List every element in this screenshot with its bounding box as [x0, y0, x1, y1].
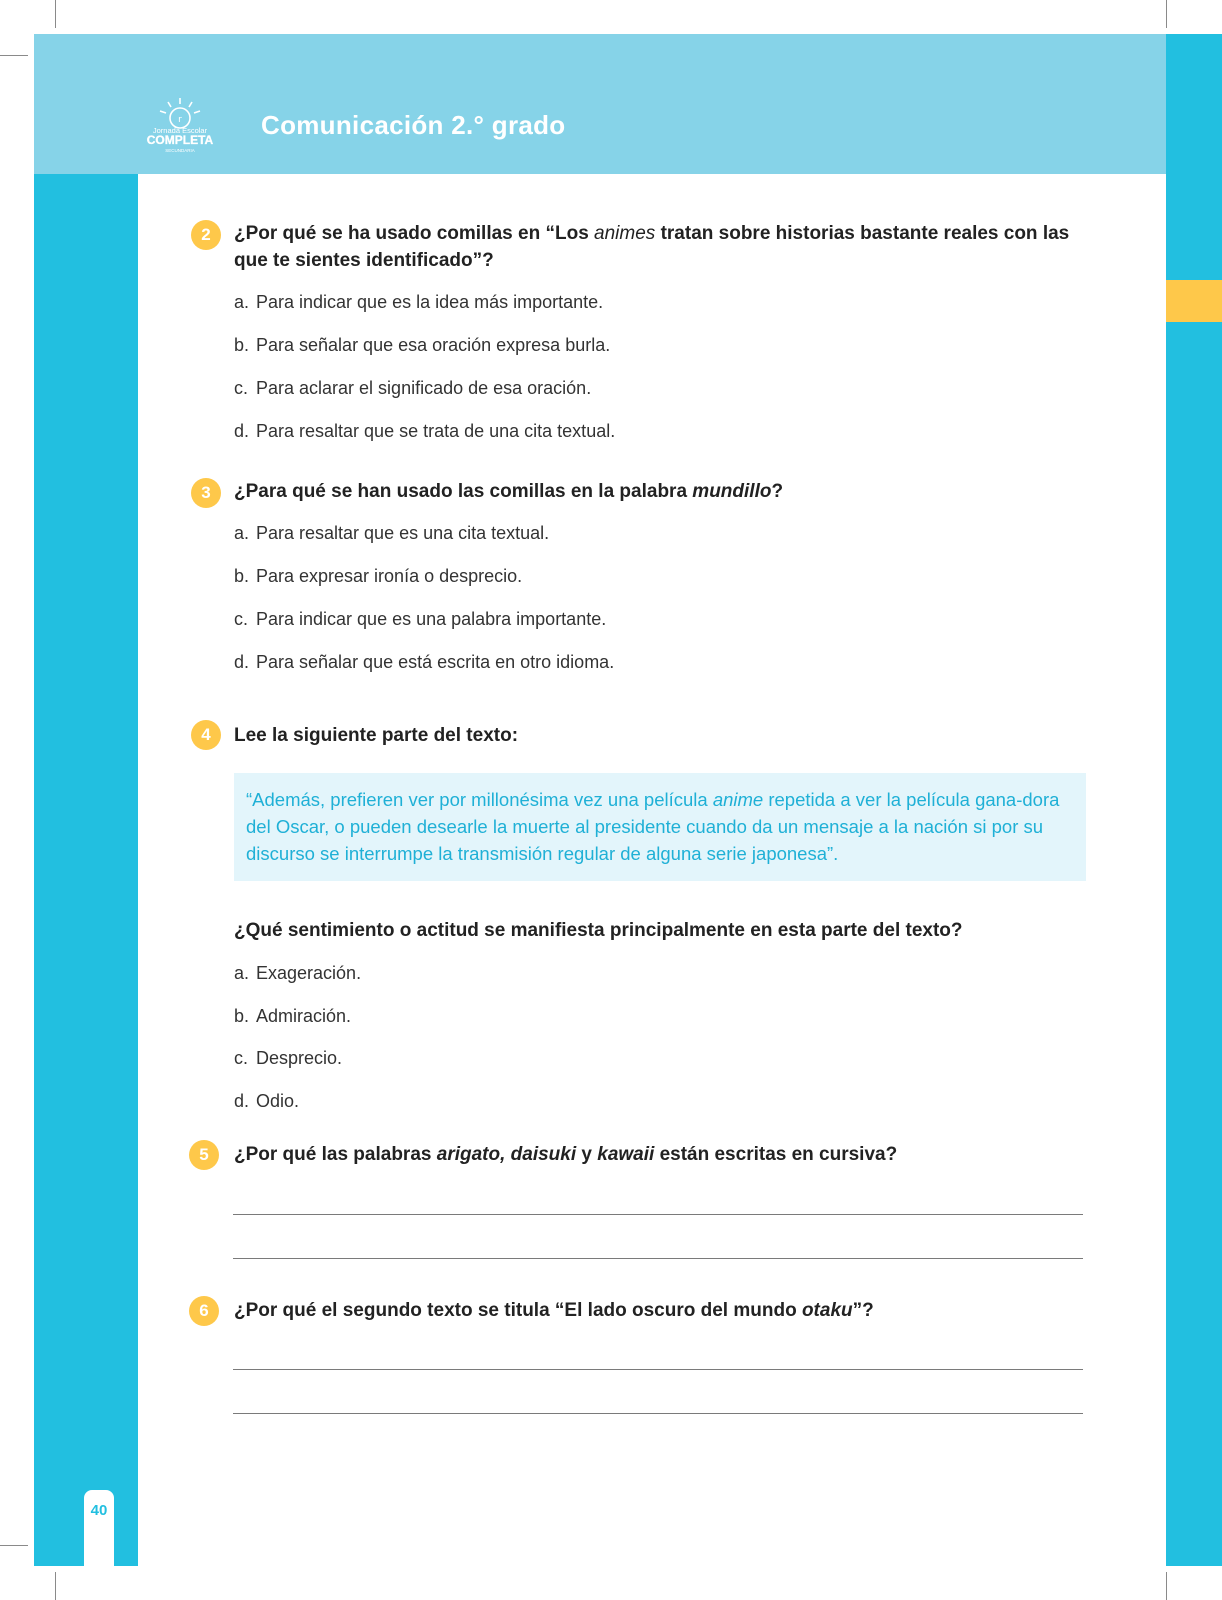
- crop-mark: [0, 1545, 28, 1546]
- svg-text:r: r: [178, 115, 182, 125]
- answer-option[interactable]: b. Para señalar que esa oración expresa burla.: [234, 335, 611, 355]
- section-tab: [1166, 280, 1222, 322]
- question-prompt: ¿Por qué las palabras arigato, daisuki y kawaii están escritas en cursiva?: [234, 1144, 898, 1165]
- jornada-escolar-logo: [140, 94, 220, 156]
- answer-option[interactable]: d. Para resaltar que se trata de una cita textual.: [234, 421, 616, 441]
- question-number-badge: 2: [191, 220, 221, 250]
- question-number-badge: 4: [191, 720, 221, 750]
- left-band: [34, 174, 138, 1566]
- quote-text: “Además, prefieren ver por millonésima vez una película anime repetida a ver la película gana-dora del Oscar, o pueden desearle la muerte al presidente cuando da un mensaje a la nación si por su discurso se interrumpe la transmisión regular de alguna serie japonesa”.: [246, 789, 1060, 864]
- question-prompt: Lee la siguiente parte del texto:: [234, 725, 519, 746]
- question-subprompt: ¿Qué sentimiento o actitud se manifiesta principalmente en esta parte del texto?: [234, 920, 963, 941]
- answer-line[interactable]: [233, 1369, 1083, 1370]
- answer-option[interactable]: b. Para expresar ironía o desprecio.: [234, 566, 523, 586]
- crop-mark: [55, 0, 56, 28]
- answer-option[interactable]: d. Para señalar que está escrita en otro idioma.: [234, 652, 615, 672]
- question-number-badge: 3: [191, 478, 221, 508]
- answer-line[interactable]: [233, 1214, 1083, 1215]
- page-title: Comunicación 2.° grado: [261, 110, 566, 140]
- answer-option[interactable]: b. Admiración.: [234, 1006, 352, 1026]
- answer-option[interactable]: c. Desprecio.: [234, 1048, 343, 1068]
- crop-mark: [55, 1572, 56, 1600]
- logo-text-main: COMPLETA: [146, 133, 214, 147]
- logo-text-bottom: SECUNDARIA: [165, 148, 195, 153]
- right-band: [1166, 34, 1222, 1566]
- logo-text-top: Jornada Escolar: [152, 126, 208, 135]
- crop-mark: [1166, 0, 1167, 28]
- question-prompt: ¿Por qué el segundo texto se titula “El lado oscuro del mundo otaku”?: [234, 1300, 874, 1321]
- crop-mark: [1166, 1572, 1167, 1600]
- question-prompt: ¿Para qué se han usado las comillas en la palabra mundillo?: [234, 481, 784, 502]
- answer-option[interactable]: c. Para indicar que es una palabra importante.: [234, 609, 607, 629]
- answer-option[interactable]: a. Para indicar que es la idea más importante.: [234, 292, 604, 312]
- page-number: 40: [90, 1502, 108, 1519]
- answer-option[interactable]: a. Exageración.: [234, 963, 362, 983]
- question-number-badge: 6: [189, 1296, 219, 1326]
- quote-box: [234, 773, 1086, 881]
- answer-line[interactable]: [233, 1413, 1083, 1414]
- answer-line[interactable]: [233, 1258, 1083, 1259]
- question-number-badge: 5: [189, 1140, 219, 1170]
- answer-option[interactable]: c. Para aclarar el significado de esa oración.: [234, 378, 592, 398]
- answer-option[interactable]: a. Para resaltar que es una cita textual.: [234, 523, 550, 543]
- answer-option[interactable]: d. Odio.: [234, 1091, 300, 1111]
- crop-mark: [0, 55, 28, 56]
- question-prompt: ¿Por qué se ha usado comillas en “Los animes tratan sobre historias bastante reales con las que te sientes identificado”?: [234, 223, 1070, 271]
